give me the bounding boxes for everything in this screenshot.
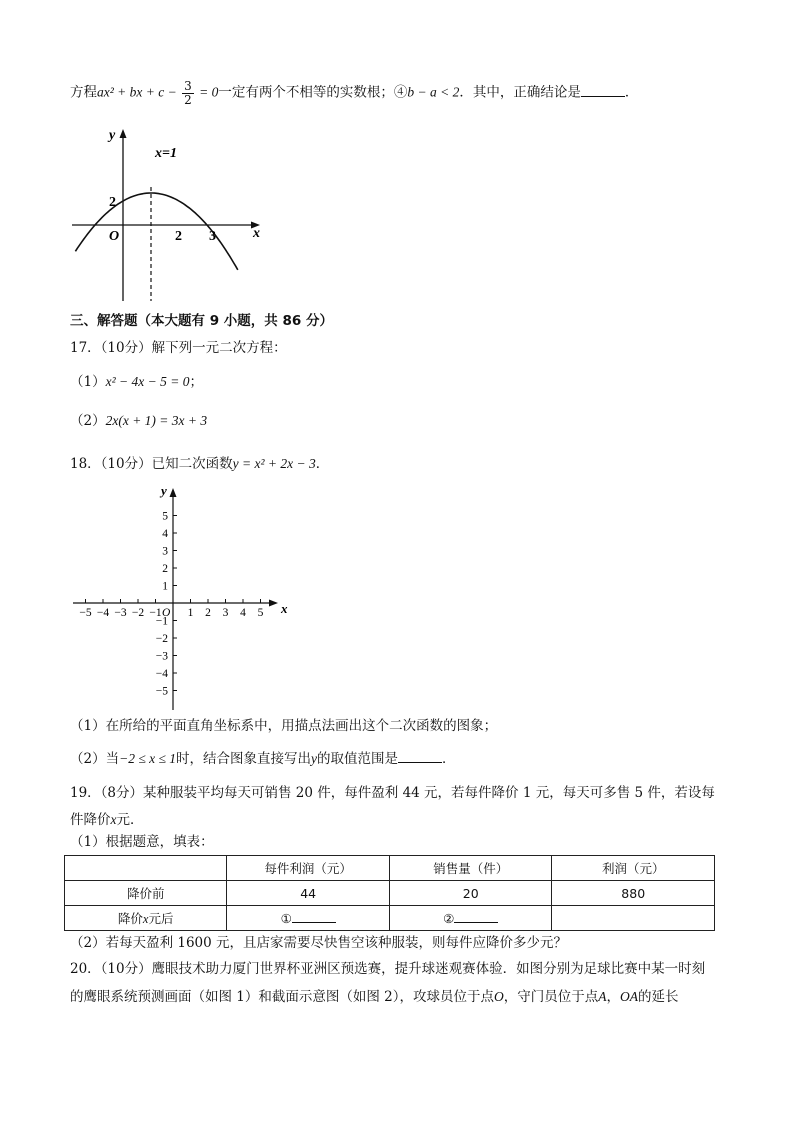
q19-part2: （2）若每天盈利 1600 元，且店家需要尽快售空该种服装，则每件应降价多少元？ [70, 935, 568, 951]
q17-p2-eq: 2x(x + 1) = 3x + 3 [105, 413, 208, 428]
section-title: 三、解答题（本大题有 9 小题，共 86 分） [70, 313, 333, 329]
q16-eq-lhs: ax² + bx + c − [97, 84, 181, 100]
y-tick-label: 5 [162, 510, 168, 523]
x-tick-label: 1 [187, 607, 194, 619]
y-tick-label: 4 [162, 528, 168, 540]
q19-line2-pre: 件降价 [70, 812, 111, 828]
q17-stem: 17．（10分）解下列一元二次方程： [70, 340, 287, 356]
x-tick-label: 4 [240, 607, 246, 619]
origin-label: O [109, 229, 120, 244]
q18-p2-end: ． [442, 751, 456, 767]
q16-frac-num: 3 [184, 79, 192, 93]
x-tick-label: 5 [257, 607, 264, 619]
q18-stem [70, 455, 329, 474]
x-axis-arrow [269, 600, 278, 607]
y-axis-arrow [170, 488, 177, 497]
q16-item4: b − a < 2 [407, 84, 460, 100]
y-tick-label: 1 [162, 580, 168, 593]
blank-marker-1: ① [280, 911, 292, 926]
q18-p2-tail: 的取值范围是 [317, 751, 399, 767]
y-tick-label: −1 [155, 615, 168, 628]
q18-part2 [70, 750, 456, 769]
q19-line2-var: x [110, 812, 117, 827]
q19-line2 [70, 811, 144, 830]
x-tick-label: 2 [205, 607, 211, 619]
q17-part2 [70, 412, 207, 431]
y-tick-label: 2 [162, 563, 168, 575]
q16-eq-rhs: = 0 [195, 84, 219, 100]
table-header-cell: 利润（元） [552, 856, 715, 881]
parabola-graph [68, 125, 268, 305]
x-axis-label: x [281, 601, 288, 616]
x-tick-label: −2 [131, 607, 145, 619]
origin-label: O [162, 607, 171, 619]
y-axis-label: y [109, 128, 116, 143]
q19-line2-post: 元． [116, 812, 144, 828]
x-tick-label: 2 [175, 229, 182, 244]
q20-var-oa: OA [620, 989, 639, 1004]
q20-line2-mid: ，守门员位于点 [503, 989, 599, 1005]
q20-line1: 20．（10分）鹰眼技术助力厦门世界杯亚洲区预选赛，提升球迷观赛体验．如图分别为足球比赛中某一时刻 [70, 961, 706, 977]
y-tick-label: −3 [155, 650, 168, 663]
q19-part1: （1）根据题意，填表： [70, 834, 214, 850]
row2-label-var: x [142, 912, 149, 926]
table-cell: 20 [389, 881, 552, 906]
y-axis-arrow [120, 129, 127, 138]
q18-stem-end: ． [315, 456, 330, 472]
coordinate-system [68, 485, 308, 715]
y-tick-label: −2 [155, 633, 168, 645]
q18-stem-eq: y = x² + 2x − 3 [232, 456, 316, 471]
x-tick-label: −5 [79, 607, 92, 619]
y-intercept-label: 2 [109, 195, 116, 210]
table-cell: 44 [227, 881, 390, 906]
table-cell[interactable] [389, 906, 552, 931]
q18-part1: （1）在所给的平面直角坐标系中，用描点法画出这个二次函数的图象； [70, 718, 498, 734]
q17-part1 [70, 373, 203, 392]
table-header-cell: 每件利润（元） [227, 856, 390, 881]
q20-var-a: A [598, 989, 607, 1004]
table-blank-2[interactable] [454, 910, 498, 923]
q16-frac-den: 2 [184, 92, 192, 107]
table-header-cell: 销售量（件） [389, 856, 552, 881]
y-tick-label: 3 [162, 545, 168, 558]
symmetry-axis-label: x=1 [155, 146, 177, 161]
table-blank-1[interactable] [292, 910, 336, 923]
y-tick-label: −5 [155, 685, 168, 698]
y-tick-label: −4 [155, 668, 168, 680]
q16-fraction [182, 80, 194, 106]
q16-prefix: 方程 [70, 84, 97, 101]
q18-answer-blank[interactable] [398, 750, 442, 763]
q20-line2-text: 的鹰眼系统预测画面（如图 1）和截面示意图（如图 2），攻球员位于点 [70, 989, 495, 1005]
q20-line2 [70, 988, 679, 1007]
x-axis-label: x [253, 226, 260, 241]
q16-item4-marker: ④ [393, 84, 408, 101]
q16-tail: ．其中，正确结论是 [459, 84, 581, 101]
q19-line1: 19．（8分）某种服装平均每天可销售 20 件，每件盈利 44 元，若每件降价 1 元，每天可多售 5 件，若设每 [70, 785, 715, 801]
q16-mid: 一定有两个不相等的实数根； [218, 84, 394, 101]
q20-line2-comma: ， [606, 989, 621, 1005]
table-cell: 降价前 [65, 881, 227, 906]
q18-stem-pre: 18．（10分）已知二次函数 [70, 456, 233, 472]
y-axis-label: y [161, 485, 167, 498]
q17-p1-eq: x² − 4x − 5 = 0 [105, 374, 190, 389]
q17-p1-label: （1） [70, 374, 106, 390]
x-tick-label: 3 [222, 607, 229, 619]
q18-p2-range: −2 ≤ x ≤ 1 [119, 751, 177, 766]
q18-p2-pre: （2）当 [70, 751, 120, 767]
q17-p2-label: （2） [70, 413, 106, 429]
q16-end: ． [624, 84, 639, 101]
q16-answer-blank[interactable] [581, 84, 625, 97]
q17-p1-end: ； [189, 374, 203, 390]
blank-marker-2: ② [443, 911, 455, 926]
x-tick-label: −4 [96, 607, 110, 619]
q20-line2-end: 的延长 [638, 989, 679, 1005]
x-tick-label: −3 [114, 607, 127, 619]
q18-p2-mid: 时，结合图象直接写出 [176, 751, 312, 767]
x-tick-label: 3 [209, 229, 216, 244]
table-cell: 880 [552, 881, 715, 906]
table-row [65, 906, 715, 931]
row2-label-pre: 降价 [117, 911, 143, 926]
x-tick-label: −1 [149, 607, 162, 619]
q20-var-o: O [494, 989, 504, 1004]
row2-label-post: 元后 [148, 911, 174, 926]
q19-table [64, 855, 715, 931]
table-row [65, 881, 715, 906]
table-header-row [65, 856, 715, 881]
q18-p2-var: y [311, 751, 318, 766]
table-cell[interactable] [227, 906, 390, 931]
table-cell[interactable] [552, 906, 715, 931]
q16-tail-line [70, 80, 638, 106]
table-cell [65, 906, 227, 931]
table-header-cell [65, 856, 227, 881]
